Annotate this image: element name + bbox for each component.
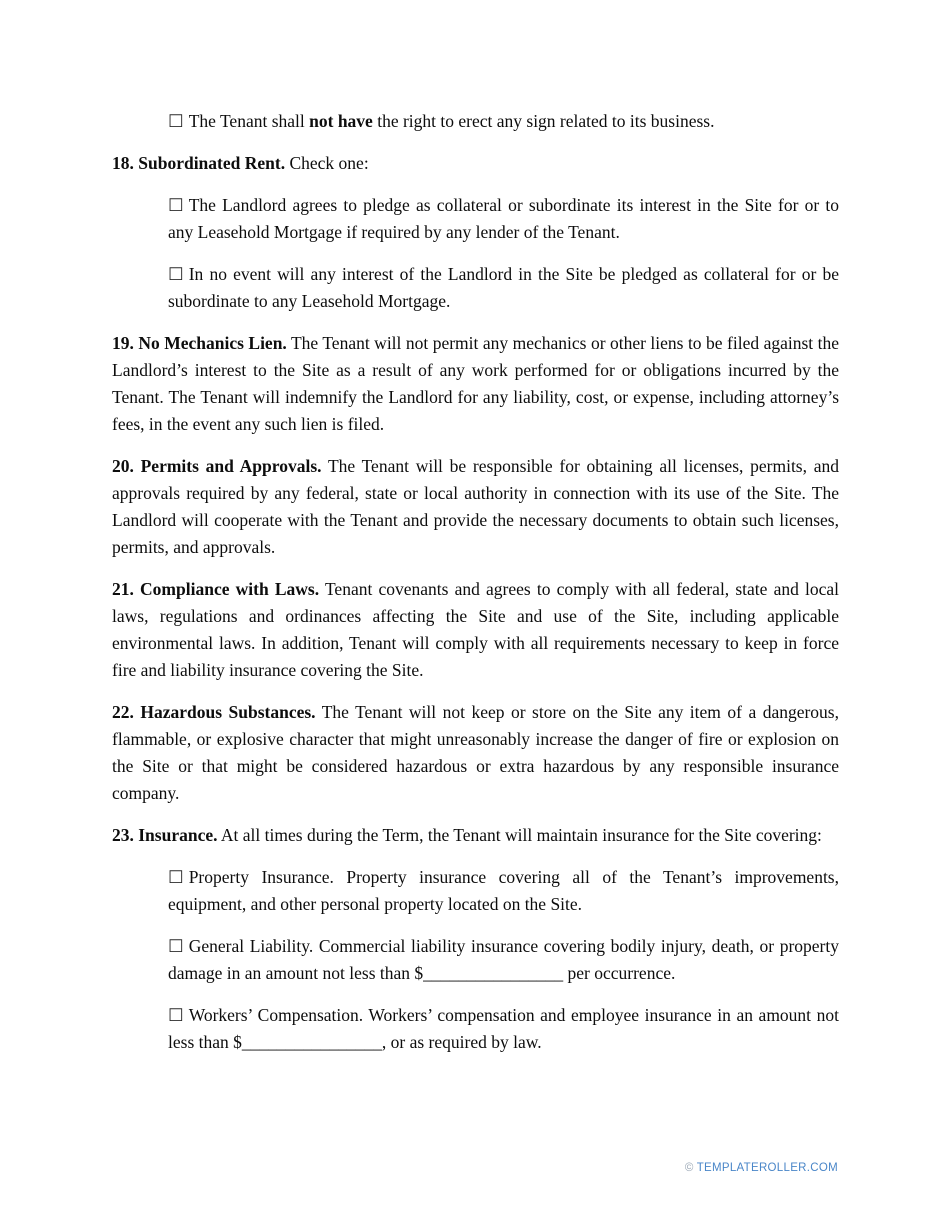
clause-text: 22. Hazardous Substances. The Tenant will not keep or store on the Site any item of a dangerous, flammable, or explosive character that might unreasonably increase the danger of fire or explosion on the Site or that might be considered hazardous or extra hazardous by any responsible insurance company. xyxy=(112,702,839,803)
clause-paragraph-22 xyxy=(112,699,839,807)
checkbox-icon[interactable]: ☐ xyxy=(168,867,184,887)
checkbox-item-text: The Tenant shall not have the right to erect any sign related to its business. xyxy=(188,111,715,131)
clause-text: 18. Subordinated Rent. Check one: xyxy=(112,153,369,173)
checkbox-item xyxy=(168,864,839,918)
clause-paragraph-21 xyxy=(112,576,839,684)
clause-paragraph-18 xyxy=(112,150,839,177)
checkbox-icon[interactable]: ☐ xyxy=(168,195,184,215)
templateroller-link[interactable]: TEMPLATEROLLER.COM xyxy=(696,1162,838,1174)
clause-text: 19. No Mechanics Lien. The Tenant will not permit any mechanics or other liens to be filed against the Landlord’s interest to the Site as a result of any work performed for or obligations incurred by the Tenant. The Tenant will indemnify the Landlord for any liability, cost, or expense, including attorney’s fees, in the event any such lien is filed. xyxy=(112,333,839,434)
checkbox-item xyxy=(168,933,839,987)
checkbox-item-text: In no event will any interest of the Landlord in the Site be pledged as collateral for or be subordinate to any Leasehold Mortgage. xyxy=(168,264,839,311)
checkbox-item-text: General Liability. Commercial liability insurance covering bodily injury, death, or property damage in an amount not less than $________________ per occurrence. xyxy=(168,936,839,983)
clause-paragraph-20 xyxy=(112,453,839,561)
clause-text: 21. Compliance with Laws. Tenant covenants and agrees to comply with all federal, state and local laws, regulations and ordinances affecting the Site and use of the Site, including applicable environmental laws. In addition, Tenant will comply with all requirements necessary to keep in force fire and liability insurance covering the Site. xyxy=(112,579,839,680)
clause-text: 20. Permits and Approvals. The Tenant will be responsible for obtaining all licenses, permits, and approvals required by any federal, state or local authority in connection with its use of the Site. The Landlord will cooperate with the Tenant and provide the necessary documents to obtain such licenses, permits, and approvals. xyxy=(112,456,839,557)
copyright-symbol: © xyxy=(684,1162,694,1174)
document-content xyxy=(112,108,839,1071)
clause-text: 23. Insurance. At all times during the Term, the Tenant will maintain insurance for the Site covering: xyxy=(112,825,822,845)
checkbox-icon[interactable]: ☐ xyxy=(168,264,184,284)
clause-paragraph-19 xyxy=(112,330,839,438)
checkbox-item xyxy=(168,1002,839,1056)
checkbox-icon[interactable]: ☐ xyxy=(168,936,184,956)
checkbox-item xyxy=(168,192,839,246)
checkbox-item xyxy=(168,108,839,135)
checkbox-icon[interactable]: ☐ xyxy=(168,1005,184,1025)
checkbox-item-text: Workers’ Compensation. Workers’ compensation and employee insurance in an amount not less than $________________, or as required by law. xyxy=(168,1005,839,1052)
page-footer xyxy=(685,1162,838,1174)
checkbox-item xyxy=(168,261,839,315)
clause-paragraph-23 xyxy=(112,822,839,849)
checkbox-item-text: Property Insurance. Property insurance covering all of the Tenant’s improvements, equipment, and other personal property located on the Site. xyxy=(168,867,839,914)
checkbox-item-text: The Landlord agrees to pledge as collateral or subordinate its interest in the Site for or to any Leasehold Mortgage if required by any lender of the Tenant. xyxy=(168,195,839,242)
checkbox-icon[interactable]: ☐ xyxy=(168,111,184,131)
